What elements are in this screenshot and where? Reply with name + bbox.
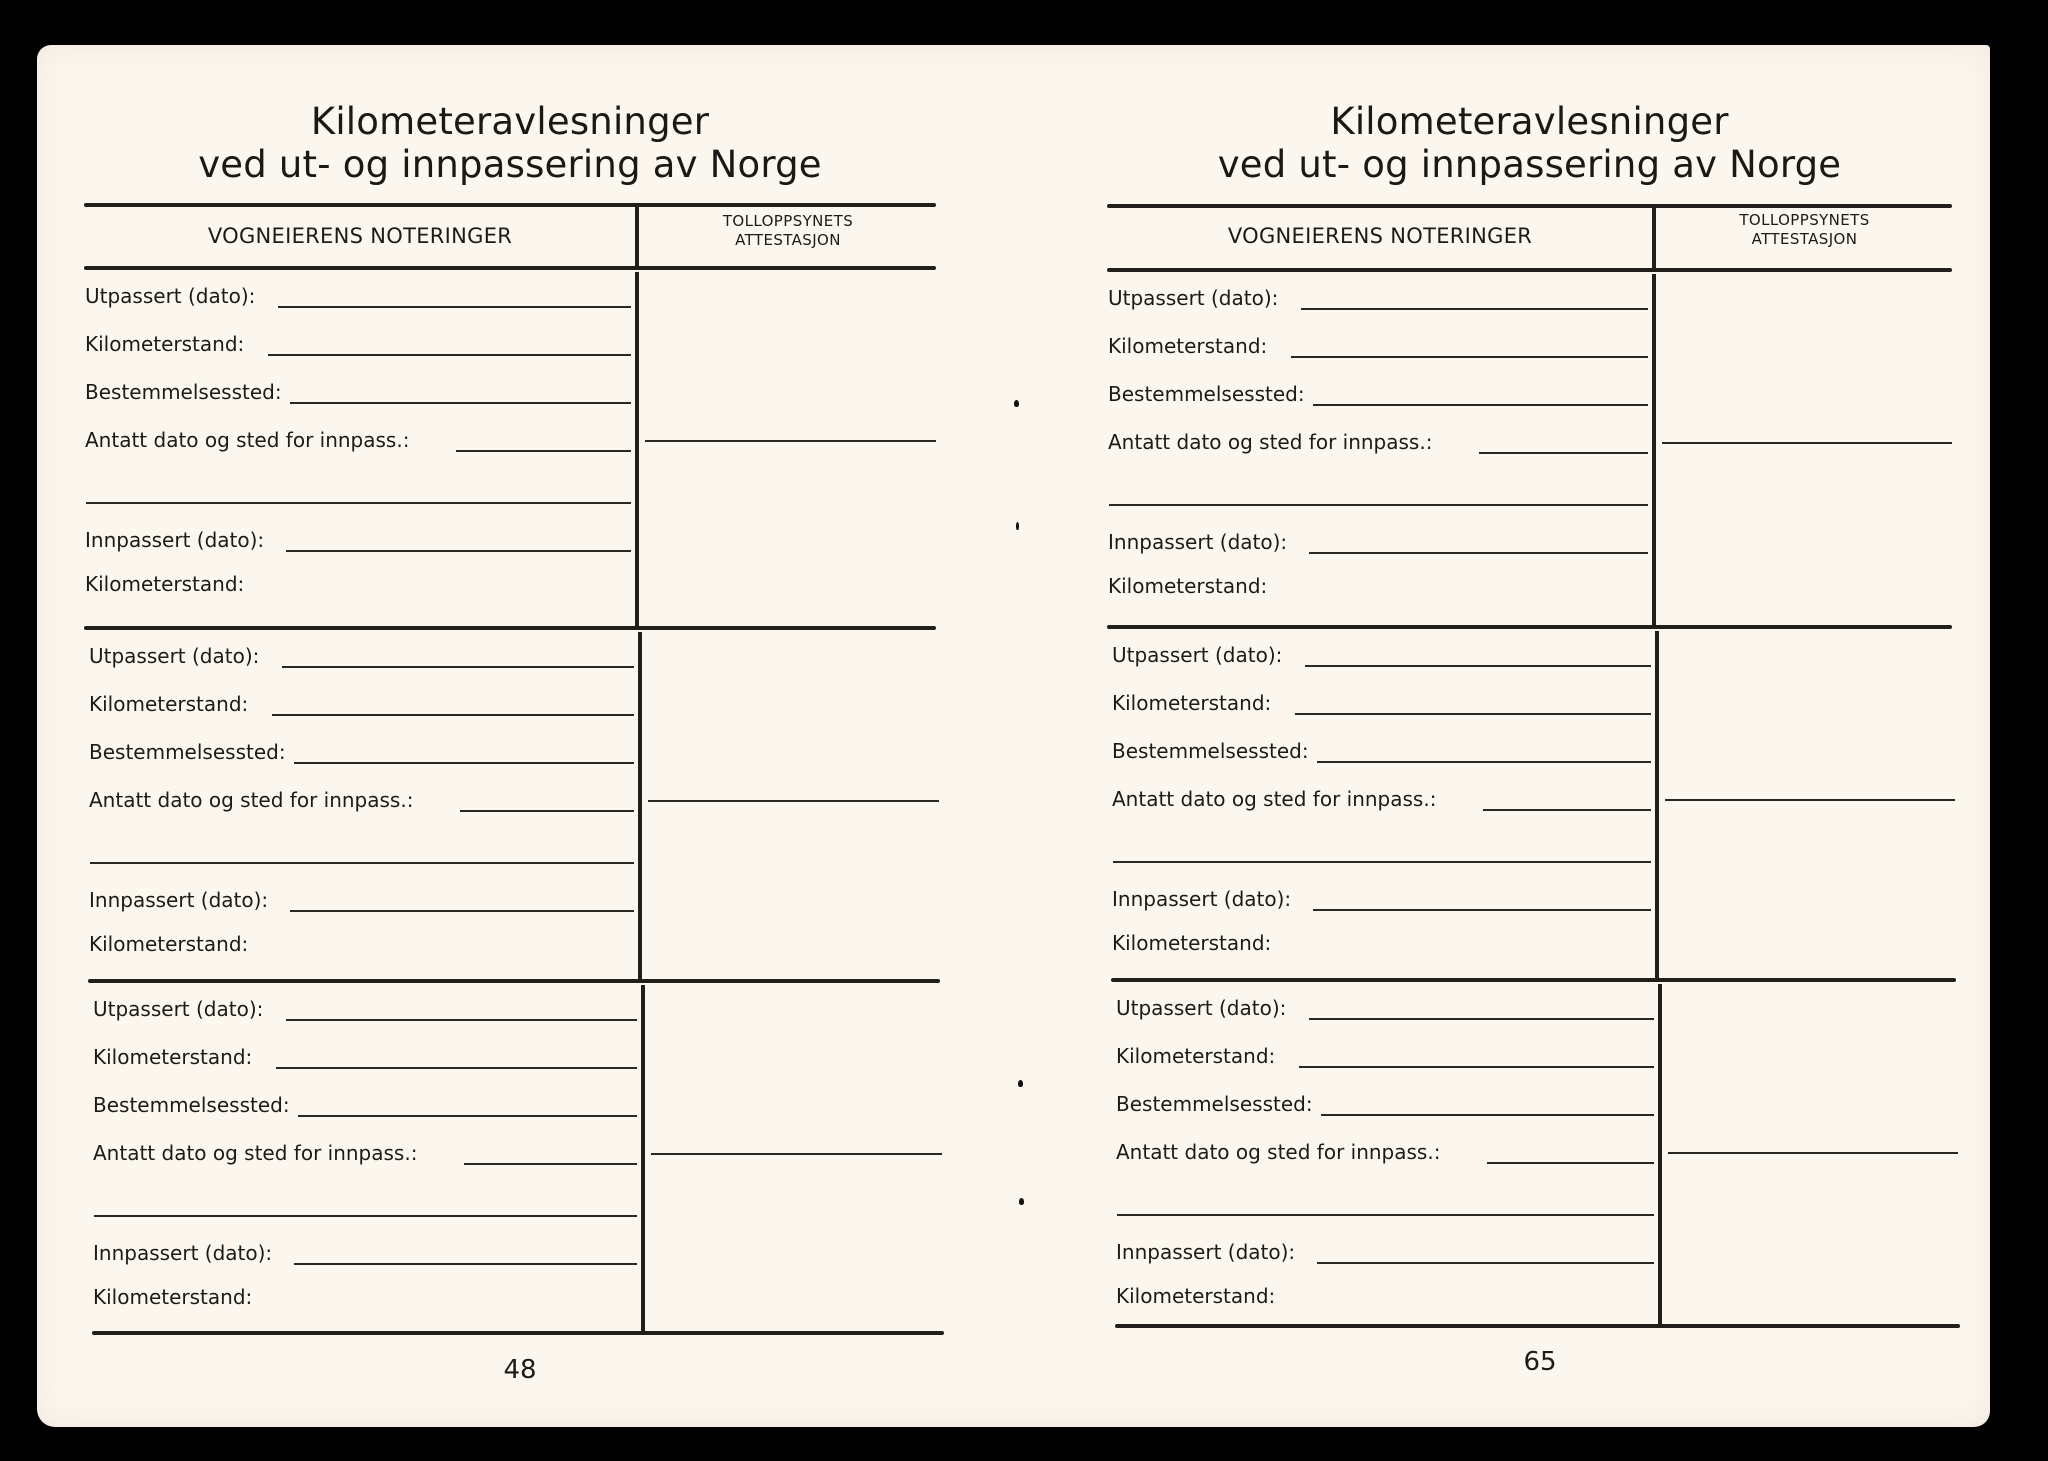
- page-number: 65: [1523, 1347, 1557, 1377]
- header-bottom-rule: [1107, 268, 1952, 272]
- field-label-innpassert: Innpassert (dato):: [85, 528, 265, 552]
- field-input-bestemmelsessted[interactable]: [1313, 404, 1648, 406]
- page-number: 48: [503, 1355, 537, 1385]
- column-divider: [638, 632, 642, 981]
- header-top-rule: [1107, 204, 1952, 208]
- field-input-antatt-continued[interactable]: [1113, 861, 1651, 863]
- field-label-utpassert: Utpassert (dato):: [1116, 996, 1287, 1020]
- column-divider: [1652, 274, 1656, 627]
- block-separator-rule: [1111, 978, 1956, 982]
- field-label-utpassert: Utpassert (dato):: [1108, 286, 1279, 310]
- field-label-bestemmelsessted: Bestemmelsessted:: [85, 380, 282, 404]
- field-input-kilometerstand[interactable]: [268, 354, 631, 356]
- field-input-innpassert[interactable]: [294, 1263, 637, 1265]
- field-input-kilometerstand[interactable]: [276, 1067, 637, 1069]
- stitch-mark: [1019, 1198, 1024, 1205]
- field-input-antatt-continued[interactable]: [86, 502, 631, 504]
- field-input-kilometerstand[interactable]: [1291, 356, 1648, 358]
- field-input-antatt[interactable]: [1479, 452, 1648, 454]
- table-bottom-rule: [92, 1331, 944, 1335]
- title-line-1: Kilometeravlesninger: [1330, 100, 1729, 143]
- title-line-1: Kilometeravlesninger: [310, 100, 710, 143]
- field-input-antatt-continued[interactable]: [94, 1215, 637, 1217]
- field-label-kilometerstand: Kilometerstand:: [1108, 334, 1268, 358]
- field-input-bestemmelsessted[interactable]: [294, 762, 634, 764]
- field-input-utpassert[interactable]: [1301, 308, 1648, 310]
- field-label-antatt: Antatt dato og sted for innpass.:: [85, 428, 410, 452]
- field-input-innpassert[interactable]: [290, 910, 634, 912]
- field-input-utpassert[interactable]: [1305, 665, 1651, 667]
- field-input-bestemmelsessted[interactable]: [1317, 761, 1651, 763]
- field-label-antatt: Antatt dato og sted for innpass.:: [93, 1141, 418, 1165]
- column-divider: [641, 985, 645, 1333]
- attestation-divider-line: [1668, 1152, 1958, 1154]
- block-separator-rule: [88, 979, 940, 983]
- field-label-kilometerstand: Kilometerstand:: [1108, 574, 1268, 598]
- field-label-kilometerstand: Kilometerstand:: [89, 692, 249, 716]
- field-label-kilometerstand: Kilometerstand:: [85, 332, 245, 356]
- table-bottom-rule: [1115, 1324, 1960, 1328]
- header-bottom-rule: [84, 266, 936, 270]
- field-input-antatt[interactable]: [460, 810, 634, 812]
- field-input-utpassert[interactable]: [286, 1019, 637, 1021]
- field-label-kilometerstand: Kilometerstand:: [1112, 931, 1272, 955]
- field-input-innpassert[interactable]: [1309, 552, 1648, 554]
- field-label-utpassert: Utpassert (dato):: [89, 644, 260, 668]
- attestation-divider-line: [1662, 442, 1952, 444]
- field-label-kilometerstand: Kilometerstand:: [1116, 1044, 1276, 1068]
- owner-notes-header: VOGNEIERENS NOTERINGER: [1227, 224, 1533, 248]
- field-label-bestemmelsessted: Bestemmelsessted:: [1108, 382, 1305, 406]
- field-input-antatt-continued[interactable]: [90, 862, 634, 864]
- header-top-rule: [84, 203, 936, 207]
- block-separator-rule: [1107, 625, 1952, 629]
- customs-header-line-2: ATTESTASJON: [735, 231, 841, 249]
- field-label-utpassert: Utpassert (dato):: [1112, 643, 1283, 667]
- field-label-utpassert: Utpassert (dato):: [93, 997, 264, 1021]
- block-separator-rule: [84, 626, 936, 630]
- field-input-antatt-continued[interactable]: [1109, 504, 1648, 506]
- stitch-mark: [1014, 400, 1019, 407]
- field-label-kilometerstand: Kilometerstand:: [89, 932, 249, 956]
- field-input-innpassert[interactable]: [1317, 1262, 1654, 1264]
- column-divider: [1655, 631, 1659, 980]
- field-label-bestemmelsessted: Bestemmelsessted:: [89, 740, 286, 764]
- title-line-2: ved ut- og innpassering av Norge: [198, 143, 822, 186]
- field-label-utpassert: Utpassert (dato):: [85, 284, 256, 308]
- owner-notes-header: VOGNEIERENS NOTERINGER: [207, 224, 513, 248]
- customs-header-line-1: TOLLOPPSYNETS: [1739, 211, 1870, 229]
- column-divider: [635, 272, 639, 628]
- field-label-innpassert: Innpassert (dato):: [89, 888, 269, 912]
- field-input-antatt-continued[interactable]: [1117, 1214, 1654, 1216]
- field-label-antatt: Antatt dato og sted for innpass.:: [89, 788, 414, 812]
- field-label-kilometerstand: Kilometerstand:: [93, 1045, 253, 1069]
- field-input-utpassert[interactable]: [278, 306, 631, 308]
- column-divider: [1658, 984, 1662, 1326]
- field-input-bestemmelsessted[interactable]: [290, 402, 631, 404]
- field-input-antatt[interactable]: [456, 450, 631, 452]
- field-label-kilometerstand: Kilometerstand:: [85, 572, 245, 596]
- field-input-kilometerstand[interactable]: [1295, 713, 1651, 715]
- field-input-antatt[interactable]: [1487, 1162, 1654, 1164]
- attestation-divider-line: [651, 1153, 942, 1155]
- header-divider: [1652, 206, 1656, 268]
- field-input-innpassert[interactable]: [286, 550, 631, 552]
- field-label-bestemmelsessted: Bestemmelsessted:: [1116, 1092, 1313, 1116]
- field-input-bestemmelsessted[interactable]: [1321, 1114, 1654, 1116]
- header-divider: [635, 205, 639, 267]
- customs-attestation-header: [1657, 211, 1952, 249]
- field-label-innpassert: Innpassert (dato):: [1108, 530, 1288, 554]
- field-label-bestemmelsessted: Bestemmelsessted:: [1112, 739, 1309, 763]
- field-label-antatt: Antatt dato og sted for innpass.:: [1112, 787, 1437, 811]
- right-page: [1107, 0, 1952, 1461]
- field-input-kilometerstand[interactable]: [1299, 1066, 1654, 1068]
- field-label-innpassert: Innpassert (dato):: [1112, 887, 1292, 911]
- field-label-antatt: Antatt dato og sted for innpass.:: [1108, 430, 1433, 454]
- stitch-mark: [1018, 1080, 1023, 1087]
- stitch-mark: [1016, 522, 1019, 530]
- field-label-antatt: Antatt dato og sted for innpass.:: [1116, 1140, 1441, 1164]
- field-label-bestemmelsessted: Bestemmelsessted:: [93, 1093, 290, 1117]
- customs-header-line-2: ATTESTASJON: [1751, 230, 1858, 248]
- field-input-bestemmelsessted[interactable]: [298, 1115, 637, 1117]
- field-input-utpassert[interactable]: [1309, 1018, 1654, 1020]
- field-label-kilometerstand: Kilometerstand:: [1112, 691, 1272, 715]
- field-label-innpassert: Innpassert (dato):: [1116, 1240, 1296, 1264]
- field-input-utpassert[interactable]: [282, 666, 634, 668]
- customs-header-line-1: TOLLOPPSYNETS: [722, 212, 854, 230]
- customs-attestation-header: [640, 212, 936, 250]
- field-input-kilometerstand[interactable]: [272, 714, 634, 716]
- title-line-2: ved ut- og innpassering av Norge: [1217, 143, 1842, 186]
- field-label-kilometerstand: Kilometerstand:: [93, 1285, 253, 1309]
- field-input-innpassert[interactable]: [1313, 909, 1651, 911]
- field-input-antatt[interactable]: [1483, 809, 1651, 811]
- attestation-divider-line: [1665, 799, 1955, 801]
- field-label-innpassert: Innpassert (dato):: [93, 1241, 273, 1265]
- left-page: [84, 0, 936, 1461]
- attestation-divider-line: [645, 440, 936, 442]
- field-input-antatt[interactable]: [464, 1163, 637, 1165]
- attestation-divider-line: [648, 800, 939, 802]
- field-label-kilometerstand: Kilometerstand:: [1116, 1284, 1276, 1308]
